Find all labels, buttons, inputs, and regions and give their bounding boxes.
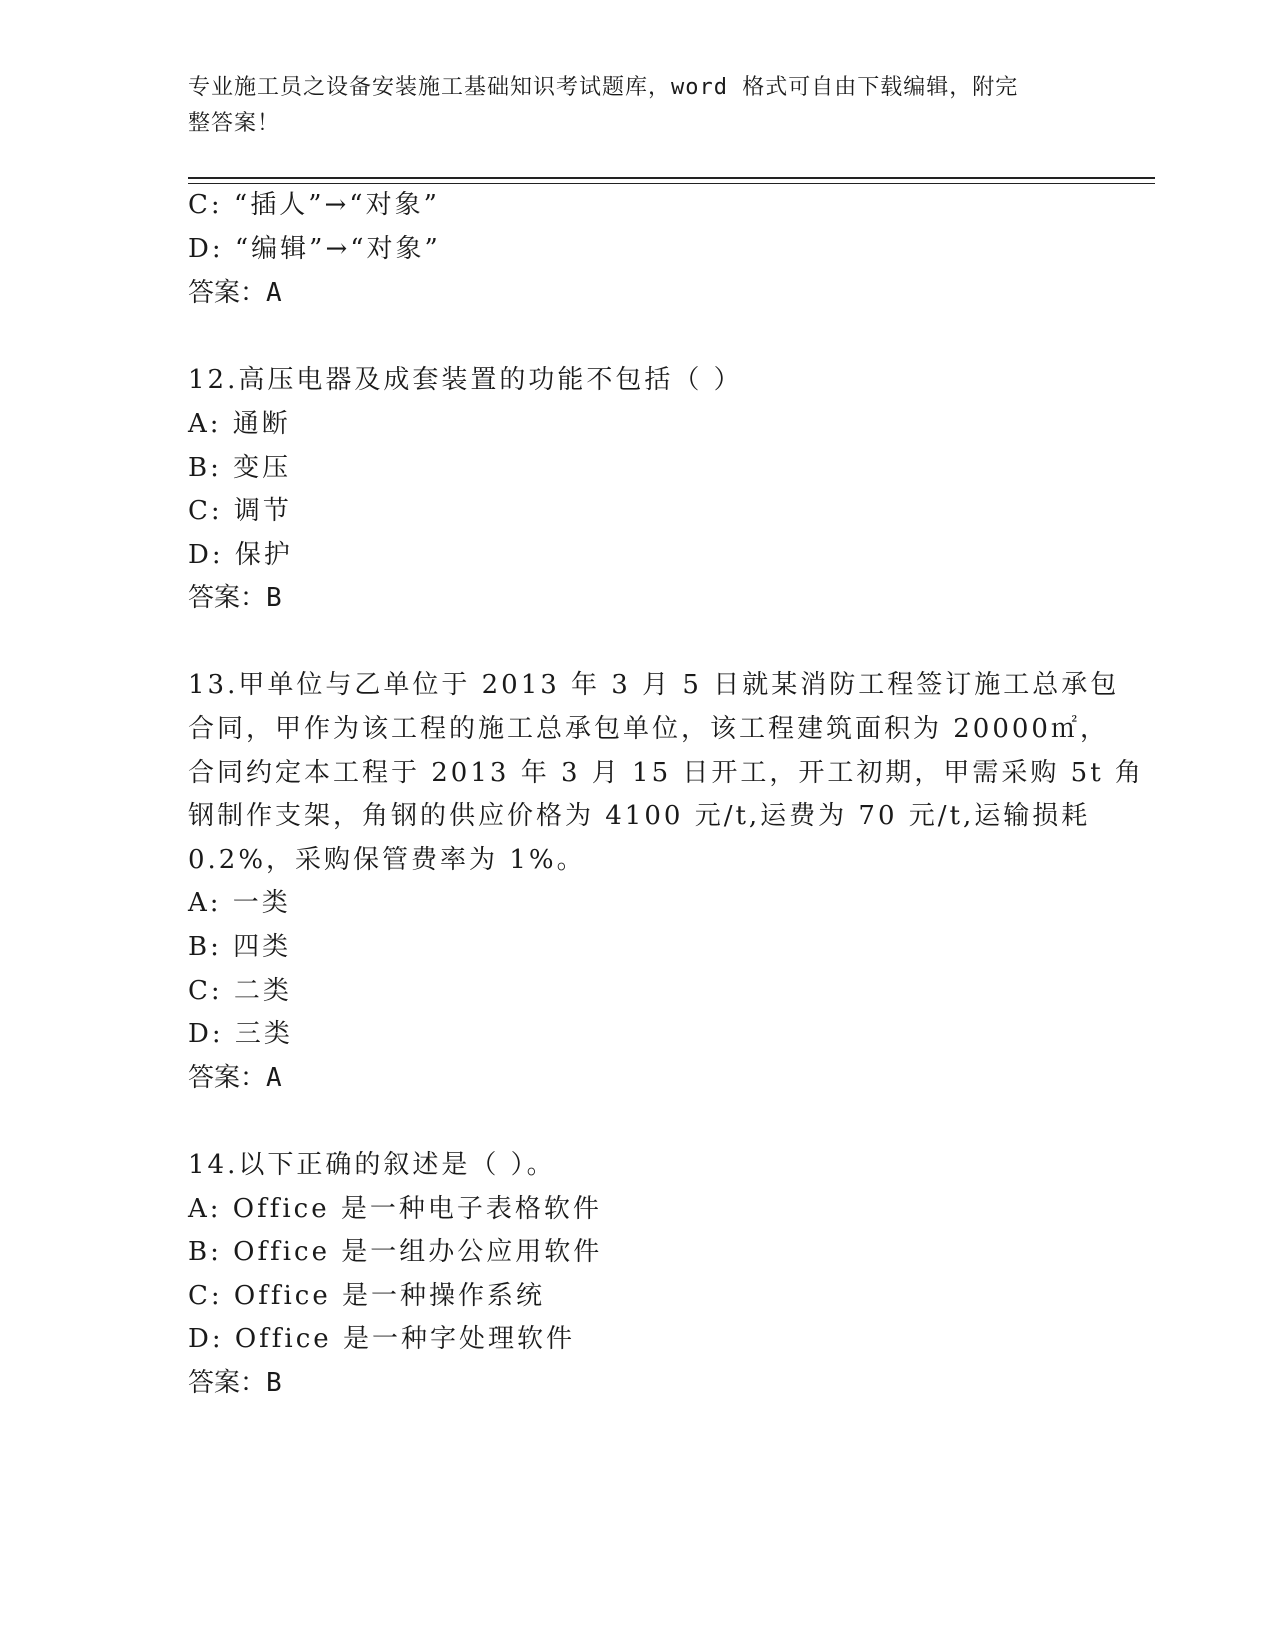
- q11-option-c: C: “插人”→“对象”: [188, 190, 440, 220]
- q12-option-d: D: 保护: [188, 540, 293, 570]
- q13-answer: 答案：A: [188, 1063, 282, 1093]
- q12-answer: 答案：B: [188, 583, 282, 613]
- q13-option-b: B: 四类: [188, 932, 292, 962]
- q14-option-a: A: Office 是一种电子表格软件: [188, 1194, 602, 1224]
- q13-question-line-5: 0.2%，采购保管费率为 1%。: [188, 845, 586, 875]
- q14-option-c: C: Office 是一种操作系统: [188, 1281, 546, 1311]
- q13-option-c: C: 二类: [188, 976, 292, 1006]
- q13-question-line-4: 钢制作支架，角钢的供应价格为 4100 元/t,运费为 70 元/t,运输损耗: [188, 801, 1091, 831]
- q11-answer: 答案：A: [188, 278, 282, 308]
- header-rule-thick: [188, 177, 1155, 179]
- q13-option-a: A: 一类: [188, 888, 291, 918]
- q14-option-b: B: Office 是一组办公应用软件: [188, 1237, 603, 1267]
- q12-option-a: A: 通断: [188, 409, 291, 439]
- q12-option-b: B: 变压: [188, 453, 292, 483]
- q13-question-line-1: 13.甲单位与乙单位于 2013 年 3 月 5 日就某消防工程签订施工总承包: [188, 670, 1120, 700]
- q14-question: 14.以下正确的叙述是（ ）。: [188, 1150, 556, 1180]
- q14-option-d: D: Office 是一种字处理软件: [188, 1324, 575, 1354]
- q14-answer: 答案：B: [188, 1368, 282, 1398]
- q11-option-d: D: “编辑”→“对象”: [188, 234, 441, 264]
- q13-option-d: D: 三类: [188, 1019, 293, 1049]
- q13-question-line-2: 合同，甲作为该工程的施工总承包单位，该工程建筑面积为 20000㎡，: [188, 714, 1109, 744]
- header-line-2: 整答案！: [188, 111, 281, 136]
- q12-question: 12.高压电器及成套装置的功能不包括（ ）: [188, 365, 743, 395]
- q12-option-c: C: 调节: [188, 496, 292, 526]
- q13-question-line-3: 合同约定本工程于 2013 年 3 月 15 日开工，开工初期，甲需采购 5t 角: [188, 758, 1144, 788]
- header-line-1: 专业施工员之设备安装施工基础知识考试题库，word 格式可自由下载编辑，附完: [188, 75, 1019, 100]
- document-header: [188, 70, 1088, 142]
- header-rule-thin: [188, 183, 1155, 184]
